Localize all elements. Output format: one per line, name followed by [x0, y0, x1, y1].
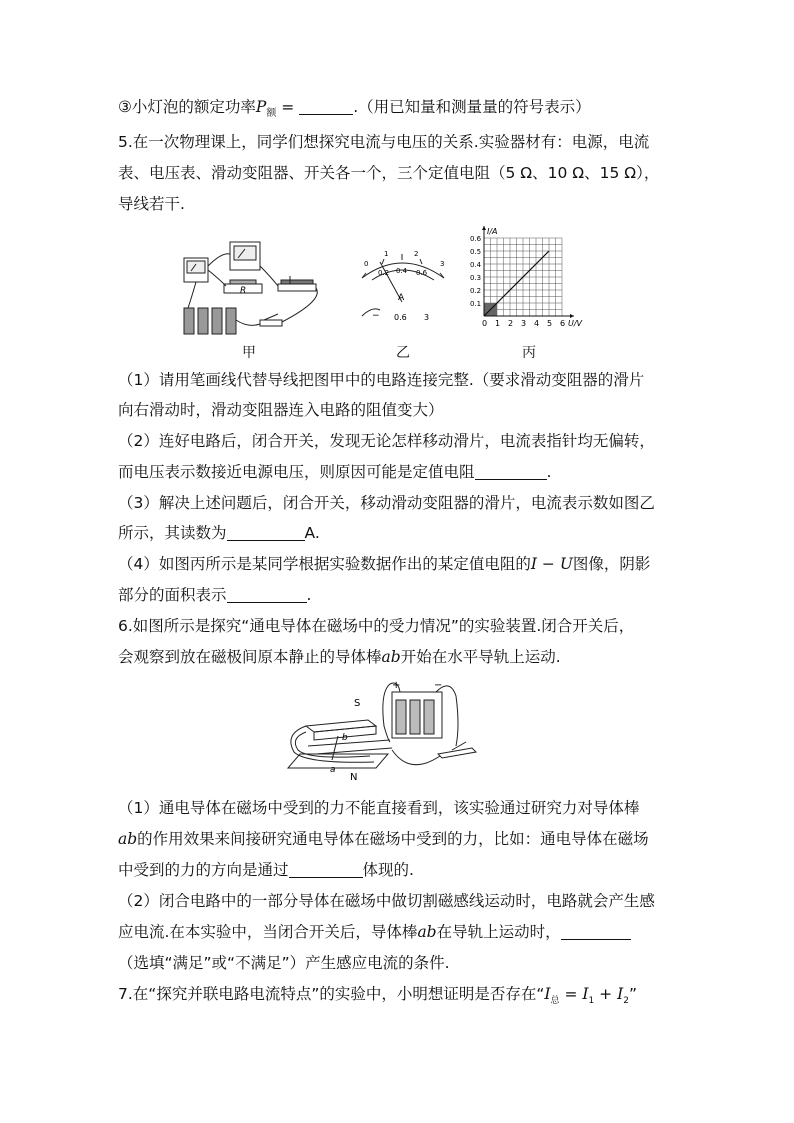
y-tick-label: 0.4 [470, 261, 482, 269]
y-tick-label: 0.2 [470, 287, 482, 295]
terminal-minus: − [372, 311, 380, 321]
x-tick-label: 0 [482, 319, 488, 328]
figure-label-bing: 丙 [522, 345, 536, 361]
q6-part1-line-2: ab的作用效果来间接研究通电导体在磁场中受到的力，比如：通电导体在磁场 [118, 830, 649, 848]
x-axis-arrow [570, 314, 574, 318]
q5-line-3: 导线若干. [118, 195, 185, 213]
x-tick-label: 6 [560, 319, 566, 328]
dial-bottom-tick: 1 [384, 250, 389, 258]
q5-part1-line-1: （1）请用笔画线代替导线把图甲中的电路连接完整.（要求滑动变阻器的滑片 [118, 371, 645, 389]
terminal-label: 0.6 [394, 313, 407, 322]
q6-part1-line-3: 中受到的力的方向是通过 体现的. [118, 861, 414, 879]
q6-part2-line-2: 应电流.在本实验中，当闭合开关后，导体棒ab在导轨上运动时， [118, 921, 631, 943]
q6-part1-line-1: （1）通电导体在磁场中受到的力不能直接看到，该实验通过研究力对导体棒 [118, 799, 640, 817]
pole-n-label: N [350, 772, 358, 783]
y-tick-label: 0.6 [470, 235, 482, 243]
q6-part2-line-1: （2）闭合电路中的一部分导体在磁场中做切割磁感线运动时，电路就会产生感 [118, 892, 655, 910]
q5-part4-line-2: 部分的面积表示 . [118, 586, 312, 604]
magnet-rail-apparatus-figure [280, 676, 490, 786]
ammeter-dial-figure [350, 240, 455, 335]
q6-part2-line-3: （选填“满足”或“不满足”）产生感应电流的条件. [118, 954, 450, 972]
q5-part3-line-1: （3）解决上述问题后，闭合开关，移动滑动变阻器的滑片，电流表示数如图乙 [118, 494, 655, 512]
rod-end-a-label: a [330, 765, 336, 775]
q4-part3-line: ③小灯泡的额定功率$P_额$ = .（用已知量和测量量的符号表示） [118, 98, 591, 120]
x-tick-label: 5 [547, 319, 553, 328]
battery-minus-label: − [434, 680, 443, 691]
q5-line-1: 5.在一次物理课上，同学们想探究电流与电压的关系.实验器材有：电源，电流 [118, 133, 650, 151]
q5-line-2: 表、电压表、滑动变阻器、开关各一个，三个定值电阻（5 Ω、10 Ω、15 Ω）， [118, 164, 660, 182]
answer-blank[interactable] [227, 524, 305, 541]
x-tick-label: 2 [508, 319, 514, 328]
x-tick-label: 4 [534, 319, 540, 328]
q6-line-2: 会观察到放在磁极间原本静止的导体棒ab开始在水平导轨上运动. [118, 648, 561, 666]
answer-blank[interactable] [289, 861, 363, 878]
battery-plus-label: + [392, 680, 401, 691]
q5-part2-line-1: （2）连好电路后，闭合开关，发现无论怎样移动滑片，电流表指针均无偏转， [118, 432, 655, 450]
dial-bottom-tick: 0 [364, 260, 369, 268]
x-tick-label: 3 [521, 319, 527, 328]
answer-blank[interactable] [475, 463, 547, 480]
y-tick-label: 0.3 [470, 274, 482, 282]
q5-part3-line-2: 所示，其读数为 A. [118, 524, 320, 542]
figure-label-yi: 乙 [396, 345, 410, 361]
y-tick-label: 0.1 [470, 300, 482, 308]
terminal-label: 3 [424, 313, 430, 322]
iu-graph-chart [470, 224, 600, 336]
x-axis-label: U/V [568, 319, 583, 328]
dial-unit: A [398, 293, 405, 303]
pole-s-label: S [354, 698, 361, 709]
answer-blank[interactable] [561, 923, 631, 940]
y-axis-arrow [482, 226, 486, 230]
q5-part2-line-2: 而电压表示数接近电源电压，则原因可能是定值电阻 . [118, 463, 552, 481]
answer-blank[interactable] [227, 586, 307, 603]
answer-blank[interactable] [299, 98, 353, 115]
q6-line-1: 6.如图所示是探究“通电导体在磁场中的受力情况”的实验装置.闭合开关后， [118, 617, 635, 635]
rod-end-b-label: b [342, 733, 348, 743]
svg-text:R: R [240, 286, 247, 296]
dial-bottom-tick: 3 [440, 260, 445, 268]
y-axis-label: I/A [487, 227, 498, 236]
y-tick-label: 0.5 [470, 248, 482, 256]
dial-top-tick: 0.4 [396, 267, 408, 275]
x-tick-label: 1 [495, 319, 501, 328]
q5-part4-line-1: （4）如图丙所示是某同学根据实验数据作出的某定值电阻的I − U图像，阴影 [118, 555, 651, 573]
dial-top-tick: 0.2 [378, 269, 390, 277]
dial-top-tick: 0.6 [416, 269, 428, 277]
dial-bottom-tick: 2 [414, 250, 419, 258]
circuit-apparatus-figure [178, 236, 328, 340]
q7-line-1: 7.在“探究并联电路电流特点”的实验中，小明想证明是否存在“$I_总 = I_1 + I_2$” [118, 985, 637, 1007]
q5-part1-line-2: 向右滑动时，滑动变阻器连入电路的阻值变大） [118, 401, 444, 419]
figure-label-jia: 甲 [242, 345, 256, 361]
